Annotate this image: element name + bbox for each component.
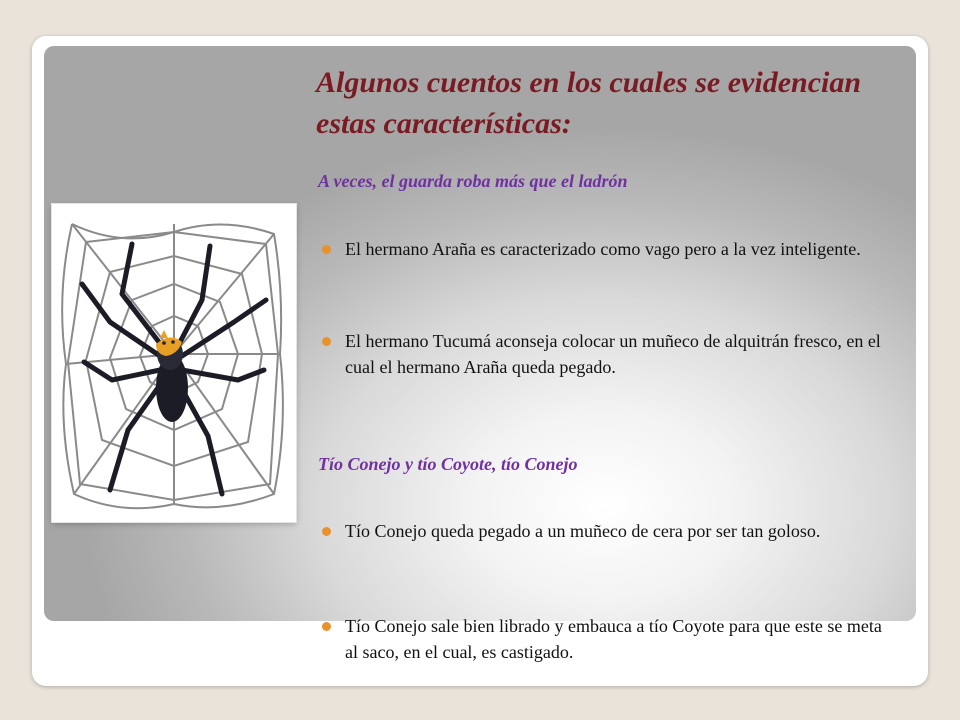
bullet-icon (322, 527, 331, 536)
bullet-text: El hermano Araña es caracterizado como vago pero a la vez inteligente. (345, 239, 861, 259)
bullet-icon (322, 245, 331, 254)
bullet-text: Tío Conejo queda pegado a un muñeco de cera por ser tan goloso. (345, 521, 821, 541)
spider-image (52, 204, 296, 522)
bullet-item (322, 328, 882, 380)
bullet-item (322, 613, 882, 665)
bullet-item (322, 236, 882, 262)
bullet-icon (322, 337, 331, 346)
slide-title: Algunos cuentos en los cuales se evidencian estas características: (316, 66, 862, 140)
spider-web-icon (52, 204, 296, 522)
bullet-text: Tío Conejo sale bien librado y embauca a tío Coyote para que este se meta al saco, en el cual, es castigado. (345, 616, 882, 662)
section-subtitle-1: A veces, el guarda roba más que el ladrón (318, 171, 628, 191)
bullet-item (322, 518, 882, 544)
bullet-text: El hermano Tucumá aconseja colocar un muñeco de alquitrán fresco, en el cual el hermano Araña queda pegado. (345, 331, 881, 377)
bullet-icon (322, 622, 331, 631)
section-subtitle-2: Tío Conejo y tío Coyote, tío Conejo (318, 454, 578, 474)
